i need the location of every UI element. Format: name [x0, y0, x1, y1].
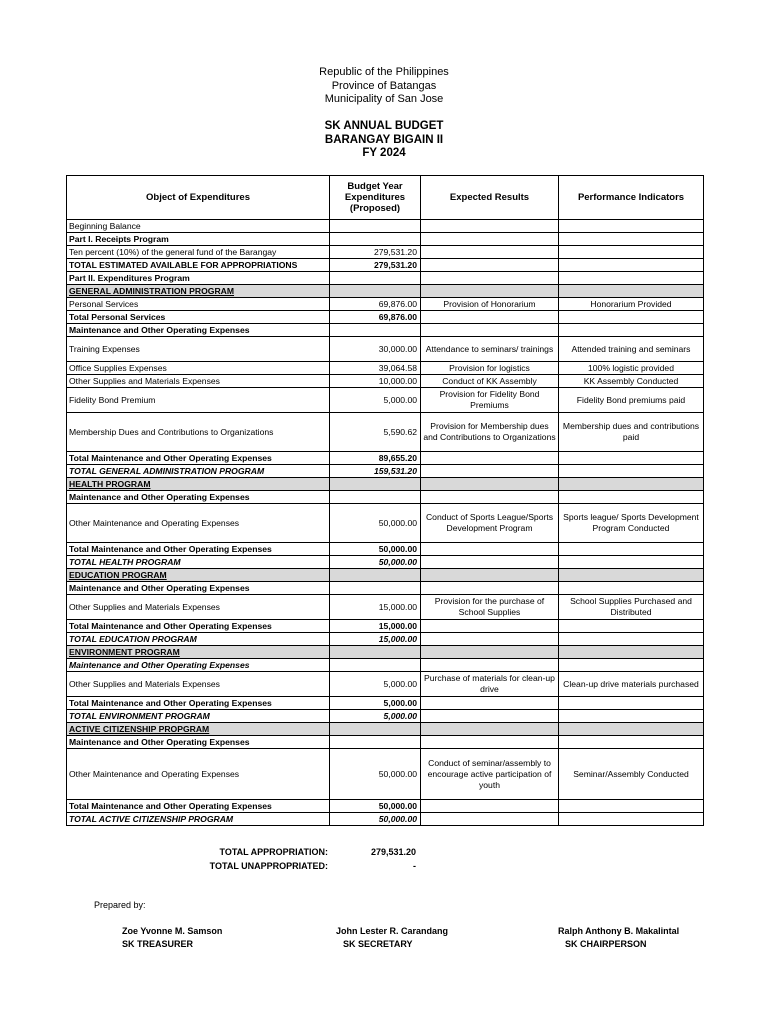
row-label: TOTAL ENVIRONMENT PROGRAM [67, 710, 330, 723]
row-performance-indicator [559, 272, 704, 285]
row-expected-result: Conduct of KK Assembly [421, 375, 559, 388]
row-label: Total Maintenance and Other Operating Expenses [67, 620, 330, 633]
row-performance-indicator: School Supplies Purchased and Distributed [559, 595, 704, 620]
row-performance-indicator [559, 324, 704, 337]
row-expected-result [421, 285, 559, 298]
row-performance-indicator: Honorarium Provided [559, 298, 704, 311]
signatory-secretary [336, 925, 448, 951]
row-performance-indicator [559, 543, 704, 556]
row-label: Total Maintenance and Other Operating Expenses [67, 800, 330, 813]
row-expected-result [421, 813, 559, 826]
row-label: TOTAL ACTIVE CITIZENSHIP PROGRAM [67, 813, 330, 826]
signatory-name: John Lester R. Carandang [336, 926, 449, 936]
row-performance-indicator: Membership dues and contributions paid [559, 413, 704, 452]
row-amount: 69,876.00 [330, 298, 421, 311]
row-expected-result: Conduct of seminar/assembly to encourage active participation of youth [421, 749, 559, 800]
column-header: Object of Expenditures [67, 176, 330, 220]
row-expected-result [421, 324, 559, 337]
row-amount: 30,000.00 [330, 337, 421, 362]
table-row [67, 298, 704, 311]
row-amount: 39,064.58 [330, 362, 421, 375]
table-row [67, 465, 704, 478]
row-amount: 50,000.00 [330, 749, 421, 800]
row-label: ACTIVE CITIZENSHIP PROPGRAM [67, 723, 330, 736]
row-performance-indicator [559, 620, 704, 633]
row-expected-result [421, 311, 559, 324]
row-amount [330, 569, 421, 582]
row-label: GENERAL ADMINISTRATION PROGRAM [67, 285, 330, 298]
row-label: Total Maintenance and Other Operating Expenses [67, 543, 330, 556]
table-row [67, 478, 704, 491]
title-line-1: SK ANNUAL BUDGET [324, 120, 444, 132]
row-performance-indicator [559, 646, 704, 659]
row-amount: 159,531.20 [330, 465, 421, 478]
header-country: Republic of the Philippines [319, 66, 449, 78]
row-performance-indicator [559, 478, 704, 491]
row-label: Training Expenses [67, 337, 330, 362]
row-expected-result [421, 272, 559, 285]
table-row [67, 569, 704, 582]
table-row [67, 736, 704, 749]
row-performance-indicator [559, 259, 704, 272]
row-performance-indicator [559, 285, 704, 298]
table-row [67, 220, 704, 233]
row-label: Beginning Balance [67, 220, 330, 233]
row-expected-result [421, 736, 559, 749]
row-label: Fidelity Bond Premium [67, 388, 330, 413]
row-label: Maintenance and Other Operating Expenses [67, 659, 330, 672]
row-performance-indicator [559, 736, 704, 749]
row-label: HEALTH PROGRAM [67, 478, 330, 491]
row-expected-result: Provision of Honorarium [421, 298, 559, 311]
row-label: Other Supplies and Materials Expenses [67, 595, 330, 620]
row-amount: 5,000.00 [330, 672, 421, 697]
header-province: Province of Batangas [331, 79, 437, 92]
header-municipality: Municipality of San Jose [324, 93, 444, 105]
table-row [67, 504, 704, 543]
row-expected-result [421, 569, 559, 582]
row-label: TOTAL GENERAL ADMINISTRATION PROGRAM [67, 465, 330, 478]
table-row [67, 337, 704, 362]
row-amount [330, 233, 421, 246]
row-label: Other Supplies and Materials Expenses [67, 375, 330, 388]
row-expected-result [421, 710, 559, 723]
table-row [67, 672, 704, 697]
table-row [67, 620, 704, 633]
row-expected-result [421, 233, 559, 246]
table-row [67, 633, 704, 646]
table-row [67, 233, 704, 246]
row-label: Maintenance and Other Operating Expenses [67, 491, 330, 504]
row-expected-result: Purchase of materials for clean-up drive [421, 672, 559, 697]
row-label: Membership Dues and Contributions to Organizations [67, 413, 330, 452]
row-performance-indicator [559, 220, 704, 233]
row-label: Part I. Receipts Program [67, 233, 330, 246]
column-header: Budget Year Expenditures (Proposed) [330, 176, 421, 220]
table-row [67, 246, 704, 259]
prepared-by-label: Prepared by: [94, 900, 146, 910]
row-label: Office Supplies Expenses [67, 362, 330, 375]
row-amount: 15,000.00 [330, 620, 421, 633]
table-row [67, 285, 704, 298]
row-expected-result [421, 582, 559, 595]
signatory-name: Zoe Yvonne M. Samson [122, 926, 223, 936]
row-performance-indicator: KK Assembly Conducted [559, 375, 704, 388]
row-amount [330, 478, 421, 491]
table-row [67, 813, 704, 826]
table-row [67, 324, 704, 337]
row-amount [330, 646, 421, 659]
total-appropriation-value: 279,531.20 [370, 847, 416, 857]
row-amount: 5,590.62 [330, 413, 421, 452]
row-expected-result [421, 220, 559, 233]
row-amount: 279,531.20 [330, 259, 421, 272]
row-amount: 5,000.00 [330, 697, 421, 710]
table-row [67, 723, 704, 736]
row-expected-result [421, 633, 559, 646]
total-unappropriated-label: TOTAL UNAPPROPRIATED: [209, 861, 328, 871]
row-expected-result: Conduct of Sports League/Sports Development Program [421, 504, 559, 543]
row-amount [330, 659, 421, 672]
row-amount: 50,000.00 [330, 813, 421, 826]
row-expected-result [421, 478, 559, 491]
document-header [0, 66, 768, 107]
row-amount [330, 272, 421, 285]
row-amount: 10,000.00 [330, 375, 421, 388]
signatory-role: SK CHAIRPERSON [565, 939, 647, 949]
row-performance-indicator [559, 246, 704, 259]
signatory-chairperson [558, 925, 679, 951]
table-row [67, 272, 704, 285]
row-performance-indicator [559, 659, 704, 672]
row-performance-indicator [559, 800, 704, 813]
row-expected-result: Provision for logistics [421, 362, 559, 375]
row-label: EDUCATION PROGRAM [67, 569, 330, 582]
table-row [67, 659, 704, 672]
total-appropriation-label: TOTAL APPROPRIATION: [219, 847, 328, 857]
row-expected-result [421, 556, 559, 569]
row-performance-indicator [559, 452, 704, 465]
table-row [67, 697, 704, 710]
table-header-row [67, 176, 704, 220]
document-title [0, 120, 768, 161]
row-performance-indicator: Attended training and seminars [559, 337, 704, 362]
row-amount [330, 220, 421, 233]
row-label: Maintenance and Other Operating Expenses [67, 324, 330, 337]
row-amount [330, 324, 421, 337]
row-performance-indicator: Seminar/Assembly Conducted [559, 749, 704, 800]
row-amount: 15,000.00 [330, 595, 421, 620]
row-amount: 50,000.00 [330, 543, 421, 556]
table-row [67, 362, 704, 375]
row-label: Total Personal Services [67, 311, 330, 324]
row-performance-indicator: Sports league/ Sports Development Program Conducted [559, 504, 704, 543]
row-performance-indicator [559, 633, 704, 646]
signatory-role: SK TREASURER [122, 939, 194, 949]
table-row [67, 388, 704, 413]
row-expected-result: Provision for Fidelity Bond Premiums [421, 388, 559, 413]
signatory-name: Ralph Anthony B. Makalintal [558, 926, 680, 936]
title-line-3: FY 2024 [362, 147, 406, 159]
row-amount [330, 582, 421, 595]
row-label: TOTAL EDUCATION PROGRAM [67, 633, 330, 646]
signatory-role: SK SECRETARY [343, 939, 413, 949]
row-expected-result [421, 259, 559, 272]
row-expected-result: Attendance to seminars/ trainings [421, 337, 559, 362]
signatory-treasurer [122, 925, 222, 951]
row-performance-indicator: 100% logistic provided [559, 362, 704, 375]
row-amount: 279,531.20 [330, 246, 421, 259]
table-row [67, 491, 704, 504]
column-header: Performance Indicators [559, 176, 704, 220]
row-amount: 50,000.00 [330, 800, 421, 813]
row-expected-result [421, 491, 559, 504]
row-label: ENVIRONMENT PROGRAM [67, 646, 330, 659]
row-label: TOTAL HEALTH PROGRAM [67, 556, 330, 569]
row-expected-result [421, 800, 559, 813]
row-expected-result [421, 646, 559, 659]
table-row [67, 646, 704, 659]
row-label: Other Maintenance and Operating Expenses [67, 504, 330, 543]
row-performance-indicator [559, 569, 704, 582]
row-amount: 69,876.00 [330, 311, 421, 324]
row-label: Other Supplies and Materials Expenses [67, 672, 330, 697]
table-row [67, 452, 704, 465]
table-row [67, 710, 704, 723]
row-performance-indicator [559, 697, 704, 710]
row-label: Maintenance and Other Operating Expenses [67, 582, 330, 595]
row-amount [330, 285, 421, 298]
row-expected-result [421, 659, 559, 672]
row-performance-indicator [559, 465, 704, 478]
row-amount: 50,000.00 [330, 504, 421, 543]
row-label: Maintenance and Other Operating Expenses [67, 736, 330, 749]
table-row [67, 800, 704, 813]
row-performance-indicator: Clean-up drive materials purchased [559, 672, 704, 697]
row-amount: 5,000.00 [330, 710, 421, 723]
row-label: Ten percent (10%) of the general fund of the Barangay [67, 246, 330, 259]
row-expected-result [421, 620, 559, 633]
row-performance-indicator: Fidelity Bond premiums paid [559, 388, 704, 413]
table-row [67, 413, 704, 452]
table-row [67, 749, 704, 800]
total-unappropriated-value: - [413, 861, 416, 871]
table-body [67, 220, 704, 826]
row-performance-indicator [559, 556, 704, 569]
row-amount: 50,000.00 [330, 556, 421, 569]
row-amount: 89,655.20 [330, 452, 421, 465]
row-label: TOTAL ESTIMATED AVAILABLE FOR APPROPRIATIONS [67, 259, 330, 272]
title-line-2: BARANGAY BIGAIN II [324, 133, 444, 146]
row-amount [330, 736, 421, 749]
row-expected-result [421, 723, 559, 736]
row-performance-indicator [559, 710, 704, 723]
row-expected-result [421, 465, 559, 478]
row-label: Total Maintenance and Other Operating Expenses [67, 452, 330, 465]
row-performance-indicator [559, 311, 704, 324]
row-performance-indicator [559, 582, 704, 595]
row-label: Personal Services [67, 298, 330, 311]
budget-table [66, 175, 704, 826]
row-expected-result [421, 543, 559, 556]
row-label: Part II. Expenditures Program [67, 272, 330, 285]
row-performance-indicator [559, 491, 704, 504]
table-row [67, 311, 704, 324]
row-amount: 5,000.00 [330, 388, 421, 413]
row-expected-result [421, 246, 559, 259]
table-row [67, 582, 704, 595]
table-row [67, 259, 704, 272]
row-amount [330, 491, 421, 504]
row-expected-result: Provision for Membership dues and Contributions to Organizations [421, 413, 559, 452]
column-header: Expected Results [421, 176, 559, 220]
table-row [67, 556, 704, 569]
row-amount: 15,000.00 [330, 633, 421, 646]
row-expected-result [421, 697, 559, 710]
row-label: Total Maintenance and Other Operating Expenses [67, 697, 330, 710]
table-row [67, 543, 704, 556]
row-performance-indicator [559, 723, 704, 736]
row-performance-indicator [559, 233, 704, 246]
table-row [67, 595, 704, 620]
row-amount [330, 723, 421, 736]
row-performance-indicator [559, 813, 704, 826]
row-expected-result: Provision for the purchase of School Supplies [421, 595, 559, 620]
row-label: Other Maintenance and Operating Expenses [67, 749, 330, 800]
row-expected-result [421, 452, 559, 465]
table-row [67, 375, 704, 388]
